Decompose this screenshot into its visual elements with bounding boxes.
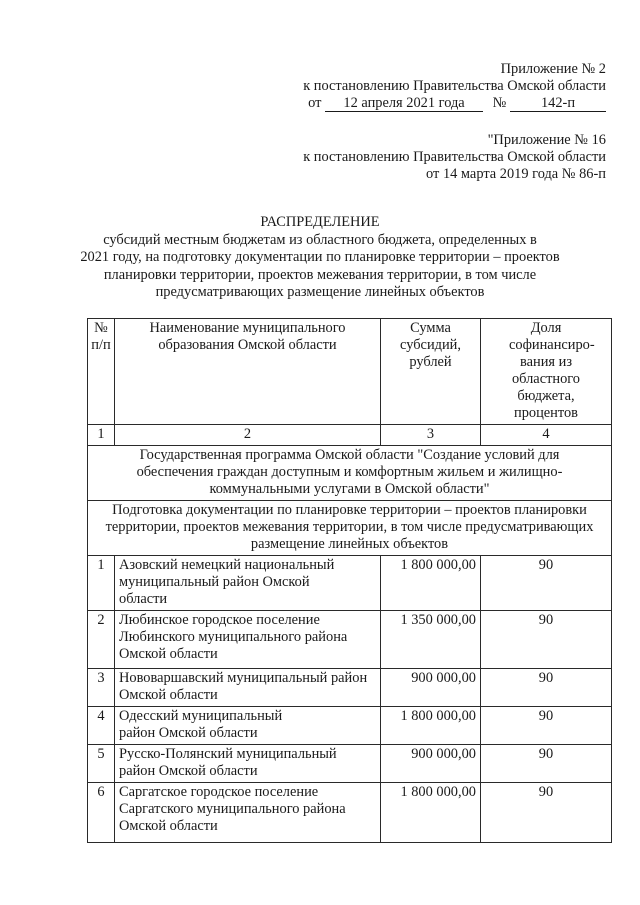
table-row [88, 556, 612, 611]
program-title: Государственная программа Омской области "Создание условий для обеспечения граждан доступным и комфортным жильем и жилищно-коммунальными услугами в Омской области" [88, 446, 612, 501]
table-header-row [88, 319, 612, 425]
row-name: Одесский муниципальный район Омской области [115, 707, 381, 745]
col-number-2: 2 [115, 425, 381, 446]
resolution-number: 142-п [510, 95, 606, 112]
row-no: 5 [88, 745, 115, 783]
col-number-4: 4 [481, 425, 612, 446]
resolution-reference: к постановлению Правительства Омской области [303, 78, 606, 94]
row-amount: 900 000,00 [381, 669, 481, 707]
number-prefix: № [492, 95, 507, 111]
appendix-number: Приложение № 2 [500, 61, 606, 77]
col-number-1: 1 [88, 425, 115, 446]
row-share: 90 [481, 707, 612, 745]
row-share: 90 [481, 556, 612, 611]
row-name: Нововаршавский муниципальный район Омской области [115, 669, 381, 707]
row-share: 90 [481, 745, 612, 783]
original-appendix-header [303, 132, 606, 183]
title-line-2: 2021 году, на подготовку документации по планировке территории – проектов [80, 249, 560, 266]
document-title [70, 214, 570, 302]
row-share: 90 [481, 669, 612, 707]
header-no: № п/п [88, 319, 115, 425]
program-row [88, 446, 612, 501]
title-line-4: предусматривающих размещение линейных объектов [155, 284, 485, 301]
header-name: Наименование муниципального образования Омской области [115, 319, 381, 425]
date-prefix: от [308, 95, 322, 111]
section-title: Подготовка документации по планировке территории – проектов планировки территории, проектов межевания территории, в том числе предусматривающих размещение линейных объектов [88, 501, 612, 556]
title-line-1: субсидий местным бюджетам из областного бюджета, определенных в [103, 231, 537, 248]
resolution-date-line [303, 95, 606, 112]
table-row [88, 611, 612, 669]
distribution-table [87, 318, 612, 843]
table-row [88, 783, 612, 843]
appendix-header [303, 61, 606, 112]
row-name: Любинское городское поселение Любинского муниципального района Омской области [115, 611, 381, 669]
row-amount: 1 800 000,00 [381, 556, 481, 611]
resolution-date: 12 апреля 2021 года [325, 95, 483, 112]
row-amount: 1 800 000,00 [381, 783, 481, 843]
table-row [88, 745, 612, 783]
row-no: 2 [88, 611, 115, 669]
original-resolution-reference: к постановлению Правительства Омской области [303, 149, 606, 165]
header-share: Доля софинансиро-вания из областного бюджета, процентов [481, 319, 612, 425]
row-no: 6 [88, 783, 115, 843]
col-number-3: 3 [381, 425, 481, 446]
row-name: Азовский немецкий национальный муниципальный район Омской области [115, 556, 381, 611]
header-amount: Сумма субсидий, рублей [381, 319, 481, 425]
original-appendix-number: "Приложение № 16 [487, 132, 606, 148]
section-row [88, 501, 612, 556]
title-line-3: планировки территории, проектов межевания территории, в том числе [103, 266, 537, 283]
row-no: 1 [88, 556, 115, 611]
table-row [88, 707, 612, 745]
row-no: 3 [88, 669, 115, 707]
row-share: 90 [481, 783, 612, 843]
title-heading: РАСПРЕДЕЛЕНИЕ [260, 214, 380, 230]
row-amount: 1 800 000,00 [381, 707, 481, 745]
column-numbers-row [88, 425, 612, 446]
original-resolution-date: от 14 марта 2019 года № 86-п [426, 166, 606, 182]
row-amount: 900 000,00 [381, 745, 481, 783]
row-amount: 1 350 000,00 [381, 611, 481, 669]
table-row [88, 669, 612, 707]
row-share: 90 [481, 611, 612, 669]
row-no: 4 [88, 707, 115, 745]
row-name: Русско-Полянский муниципальный район Омской области [115, 745, 381, 783]
row-name: Саргатское городское поселение Саргатского муниципального района Омской области [115, 783, 381, 843]
